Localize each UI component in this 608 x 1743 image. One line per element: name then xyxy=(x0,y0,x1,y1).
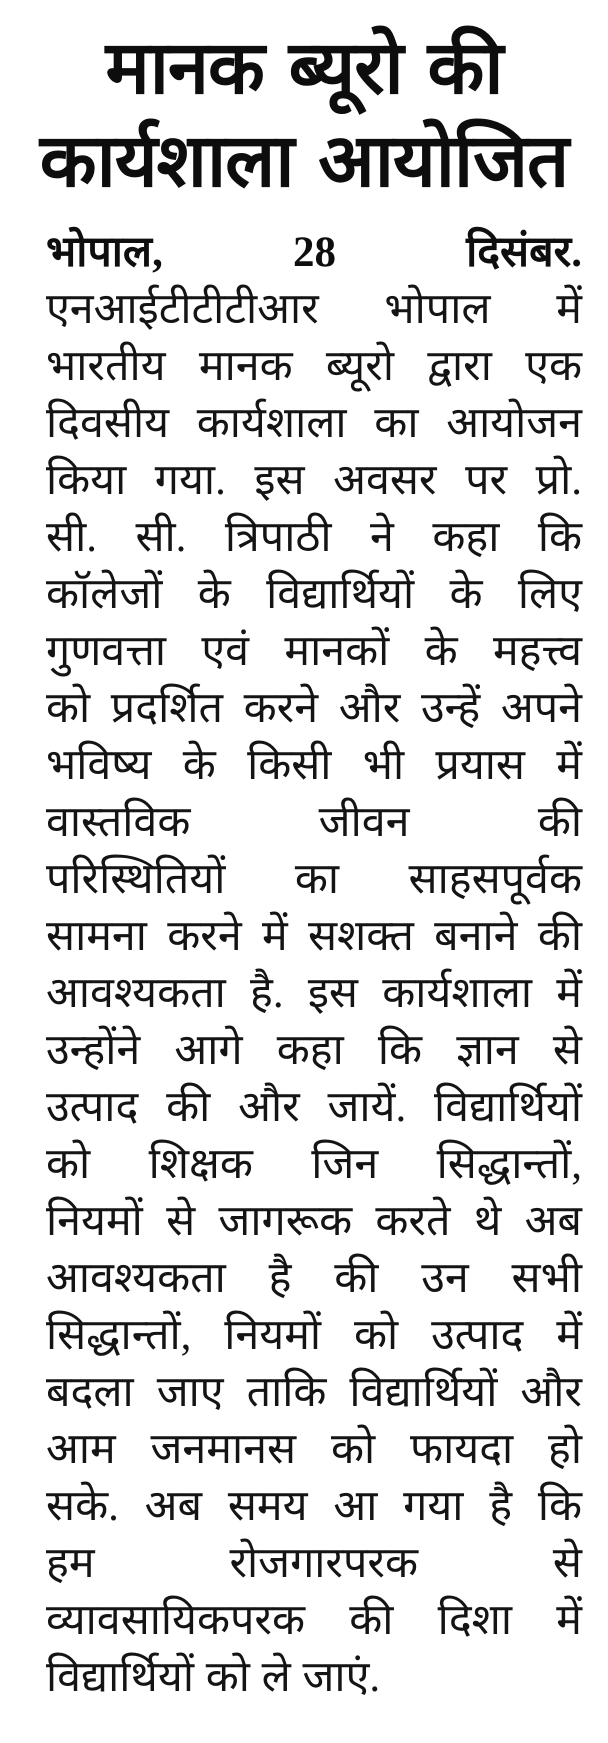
body-line: सामना करने में सशक्त बनाने की xyxy=(46,913,582,960)
body-line: सके. अब समय आ गया है कि xyxy=(46,1483,582,1530)
headline-line-2: कार्यशाला आयोजित xyxy=(39,118,569,204)
body-line: को शिक्षक जिन सिद्धान्तों, xyxy=(46,1141,582,1188)
headline-line-1: मानक ब्यूरो की xyxy=(105,25,503,111)
body-line-last: विद्यार्थियों को ले जाएं. xyxy=(46,1654,381,1701)
body-line: नियमों से जागरूक करते थे अब xyxy=(46,1198,582,1245)
headline xyxy=(0,0,608,214)
body-line: आवश्यकता है की उन सभी xyxy=(46,1255,582,1302)
body-line: भविष्य के किसी भी प्रयास में xyxy=(46,742,582,789)
body-line: को प्रदर्शित करने और उन्हें अपने xyxy=(46,685,582,732)
body-line: किया गया. इस अवसर पर प्रो. xyxy=(46,457,582,504)
body-line: हम रोजगारपरक से xyxy=(46,1540,582,1587)
body-line: बदला जाए ताकि विद्यार्थियों और xyxy=(46,1369,582,1416)
body-line: दिवसीय कार्यशाला का आयोजन xyxy=(46,400,582,447)
body-line: आम जनमानस को फायदा हो xyxy=(46,1426,582,1473)
body-line: उत्पाद की और जायें. विद्यार्थियों xyxy=(46,1084,582,1131)
body-line: सिद्धान्तों, नियमों को उत्पाद में xyxy=(46,1312,582,1359)
body-line: एनआईटीटीटीआर भोपाल में xyxy=(46,286,582,333)
body-line: भारतीय मानक ब्यूरो द्वारा एक xyxy=(46,343,582,390)
body-line: कॉलेजों के विद्यार्थियों के लिए xyxy=(46,571,582,618)
body-line: परिस्थितियों का साहसपूर्वक xyxy=(46,856,582,903)
body-line: वास्तविक जीवन की xyxy=(46,799,582,846)
body-line: सी. सी. त्रिपाठी ने कहा कि xyxy=(46,514,582,561)
dateline: भोपाल, 28 दिसंबर. xyxy=(46,229,582,276)
body-line: गुणवत्ता एवं मानकों के महत्त्व xyxy=(46,628,582,675)
article-body xyxy=(0,214,608,1706)
body-line: आवश्यकता है. इस कार्यशाला में xyxy=(46,970,582,1017)
body-line: व्यावसायिकपरक की दिशा में xyxy=(46,1597,582,1644)
body-line: उन्होंने आगे कहा कि ज्ञान से xyxy=(46,1027,582,1074)
